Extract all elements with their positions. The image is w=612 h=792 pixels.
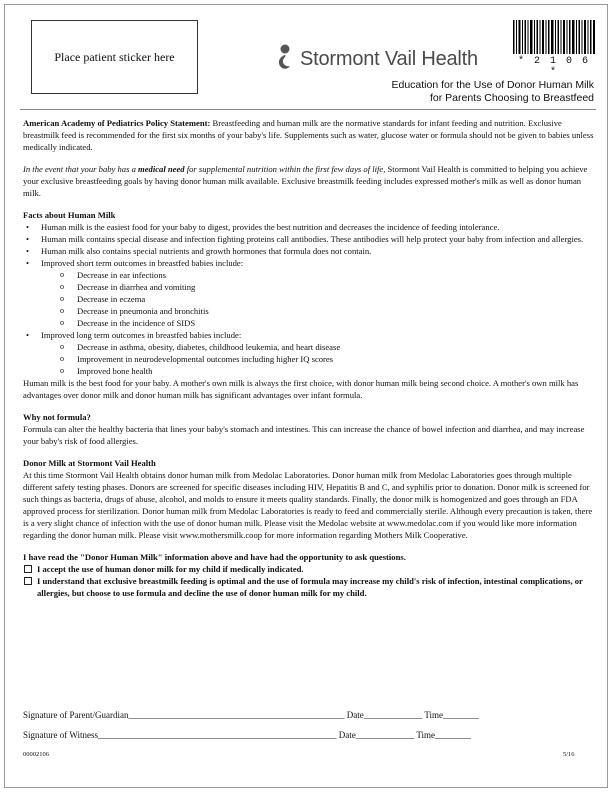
long-term-item: o Decrease in asthma, obesity, diabetes, childhood leukemia, and heart disease (60, 341, 596, 353)
barcode-icon (513, 20, 595, 54)
witness-date-line[interactable]: _____________ (355, 730, 415, 740)
witness-signature-line[interactable]: _____________________________________________________ (97, 730, 337, 740)
consent-option-accept[interactable] (23, 563, 596, 575)
short-term-item: o Decrease in the incidence of SIDS (60, 317, 596, 329)
event-italic-2: for supplemental nutrition within the first few days of life (184, 164, 384, 174)
facts-heading: Facts about Human Milk (23, 210, 116, 220)
revision-date: 5/16 (563, 751, 575, 758)
fact-item: • Human milk also contains special nutrients and growth hormones that formula does not contain. (23, 245, 596, 257)
witness-signature-row (23, 730, 471, 740)
logo-mark-icon (276, 44, 294, 74)
facts-list (23, 221, 596, 377)
short-term-item: o Decrease in diarrhea and vomiting (60, 281, 596, 293)
aap-paragraph (23, 117, 596, 153)
document-title (391, 79, 594, 105)
witness-date-label: Date (338, 730, 356, 740)
long-term-list (60, 341, 596, 377)
why-body: Formula can alter the healthy bacteria that lines your baby's stomach and intestines. This can increase the chance of bowel infection and diarrhea, and may increase your baby's risk of food allergies. (23, 424, 585, 446)
header-divider (20, 109, 596, 110)
option-accept-label: I accept the use of human donor milk for my child if medically indicated. (37, 564, 304, 574)
parent-signature-row (23, 710, 479, 720)
checkbox-accept[interactable] (24, 565, 32, 573)
short-term-list (60, 269, 596, 329)
aap-lead: American Academy of Pediatrics Policy Statement: (23, 118, 211, 128)
donor-body: At this time Stormont Vail Health obtains donor human milk from Medolac Laboratories. Donor human milk from Medolac Laboratories goes through multiple different safety testing phases. Donors are screened for specific diseases including HIV, Hepatitis B and C, and syphilis prior to donation. Donor milk is screened for such things as bacteria, drugs of abuse, alcohol, and molds to ensure it meets quality standards. Finally, the donor milk is homogenized and goes through an FDA approved process for sterilization. Donor human milk from Medolac Laboratories is ready to feed and commercially sterile. Although every precaution is taken, there is a very slight chance of infection with the use of donor human milk. Please visit the Medolac website at www.medolac.com if you would like more information regarding the donor human milk. Please visit www.mothersmilk.coop for more information regarding Mothers Milk Cooperative. (23, 470, 593, 540)
short-term-lead: Improved short term outcomes in breastfed babies include: (41, 258, 244, 268)
consent-option-decline[interactable] (23, 575, 596, 599)
fact-item (23, 329, 596, 377)
long-term-item: o Improved bone health (60, 365, 596, 377)
parent-date-label: Date (346, 710, 364, 720)
event-body: , Stormont Vail Health is committed to helping you achieve your exclusive breastfeeding goals by having donor human milk available. Exclusive breastmilk feeding includes expressed mother's milk as well as donor human milk. (23, 164, 588, 198)
barcode-number: * 2 1 0 6 * (517, 56, 590, 78)
parent-time-label: Time (424, 710, 443, 720)
parent-signature-label: Signature of Parent/Guardian (23, 710, 129, 720)
donor-heading: Donor Milk at Stormont Vail Health (23, 458, 156, 468)
stormont-vail-logo (276, 44, 478, 74)
why-heading: Why not formula? (23, 412, 91, 422)
document-body (23, 117, 596, 599)
parent-time-line[interactable]: ________ (443, 710, 479, 720)
facts-closing: Human milk is the best food for your baby. A mother's own milk is always the first choice, with donor human milk being second choice. A mother's own milk has advantages over donor milk and donor human milk has significant advantages over infant formula. (23, 378, 579, 400)
title-line-1: Education for the Use of Donor Human Milk (391, 79, 594, 91)
logo-name: Stormont Vail Health (300, 47, 478, 70)
event-bold: medical need (138, 164, 185, 174)
short-term-item: o Decrease in pneumonia and bronchitis (60, 305, 596, 317)
aap-body: Breastfeeding and human milk are the normative standards for infant feeding and nutrition. Exclusive breastmilk feed is recommended for the first six months of your baby's life. Supplements such as water, glucose water or formula should not be given to babies unless medically indicated. (23, 118, 594, 152)
fact-item: • Human milk is the easiest food for your baby to digest, provides the best nutrition and decreases the incidence of feeding intolerance. (23, 221, 596, 233)
consent-statement: I have read the "Donor Human Milk" information above and have had the opportunity to ask questions. (23, 552, 406, 562)
short-term-item: o Decrease in ear infections (60, 269, 596, 281)
parent-signature-line[interactable]: ________________________________________________ (128, 710, 345, 720)
patient-sticker-label: Place patient sticker here (54, 49, 175, 64)
fact-item: • Human milk contains special disease and infection fighting proteins call antibodies. These antibodies will help protect your baby from infection and allergies. (23, 233, 596, 245)
event-italic-1: In the event that your baby has a (23, 164, 139, 174)
patient-sticker-box (31, 20, 198, 94)
long-term-item: o Improvement in neurodevelopmental outcomes including higher IQ scores (60, 353, 596, 365)
parent-date-line[interactable]: _____________ (363, 710, 423, 720)
witness-signature-label: Signature of Witness (23, 730, 98, 740)
checkbox-decline[interactable] (24, 577, 32, 585)
title-line-2: for Parents Choosing to Breastfeed (429, 92, 594, 104)
form-number: 00002106 (23, 751, 49, 758)
medical-need-paragraph (23, 163, 596, 199)
short-term-item: o Decrease in eczema (60, 293, 596, 305)
fact-item (23, 257, 596, 329)
option-decline-label: I understand that exclusive breastmilk feeding is optimal and the use of formula may increase my child's risk of infection, intestinal complications, or allergies, but choose to use formula and decline the use of donor human milk for my child. (37, 576, 583, 598)
long-term-lead: Improved long term outcomes in breastfed babies include: (41, 330, 242, 340)
witness-time-line[interactable]: ________ (435, 730, 471, 740)
witness-time-label: Time (416, 730, 435, 740)
